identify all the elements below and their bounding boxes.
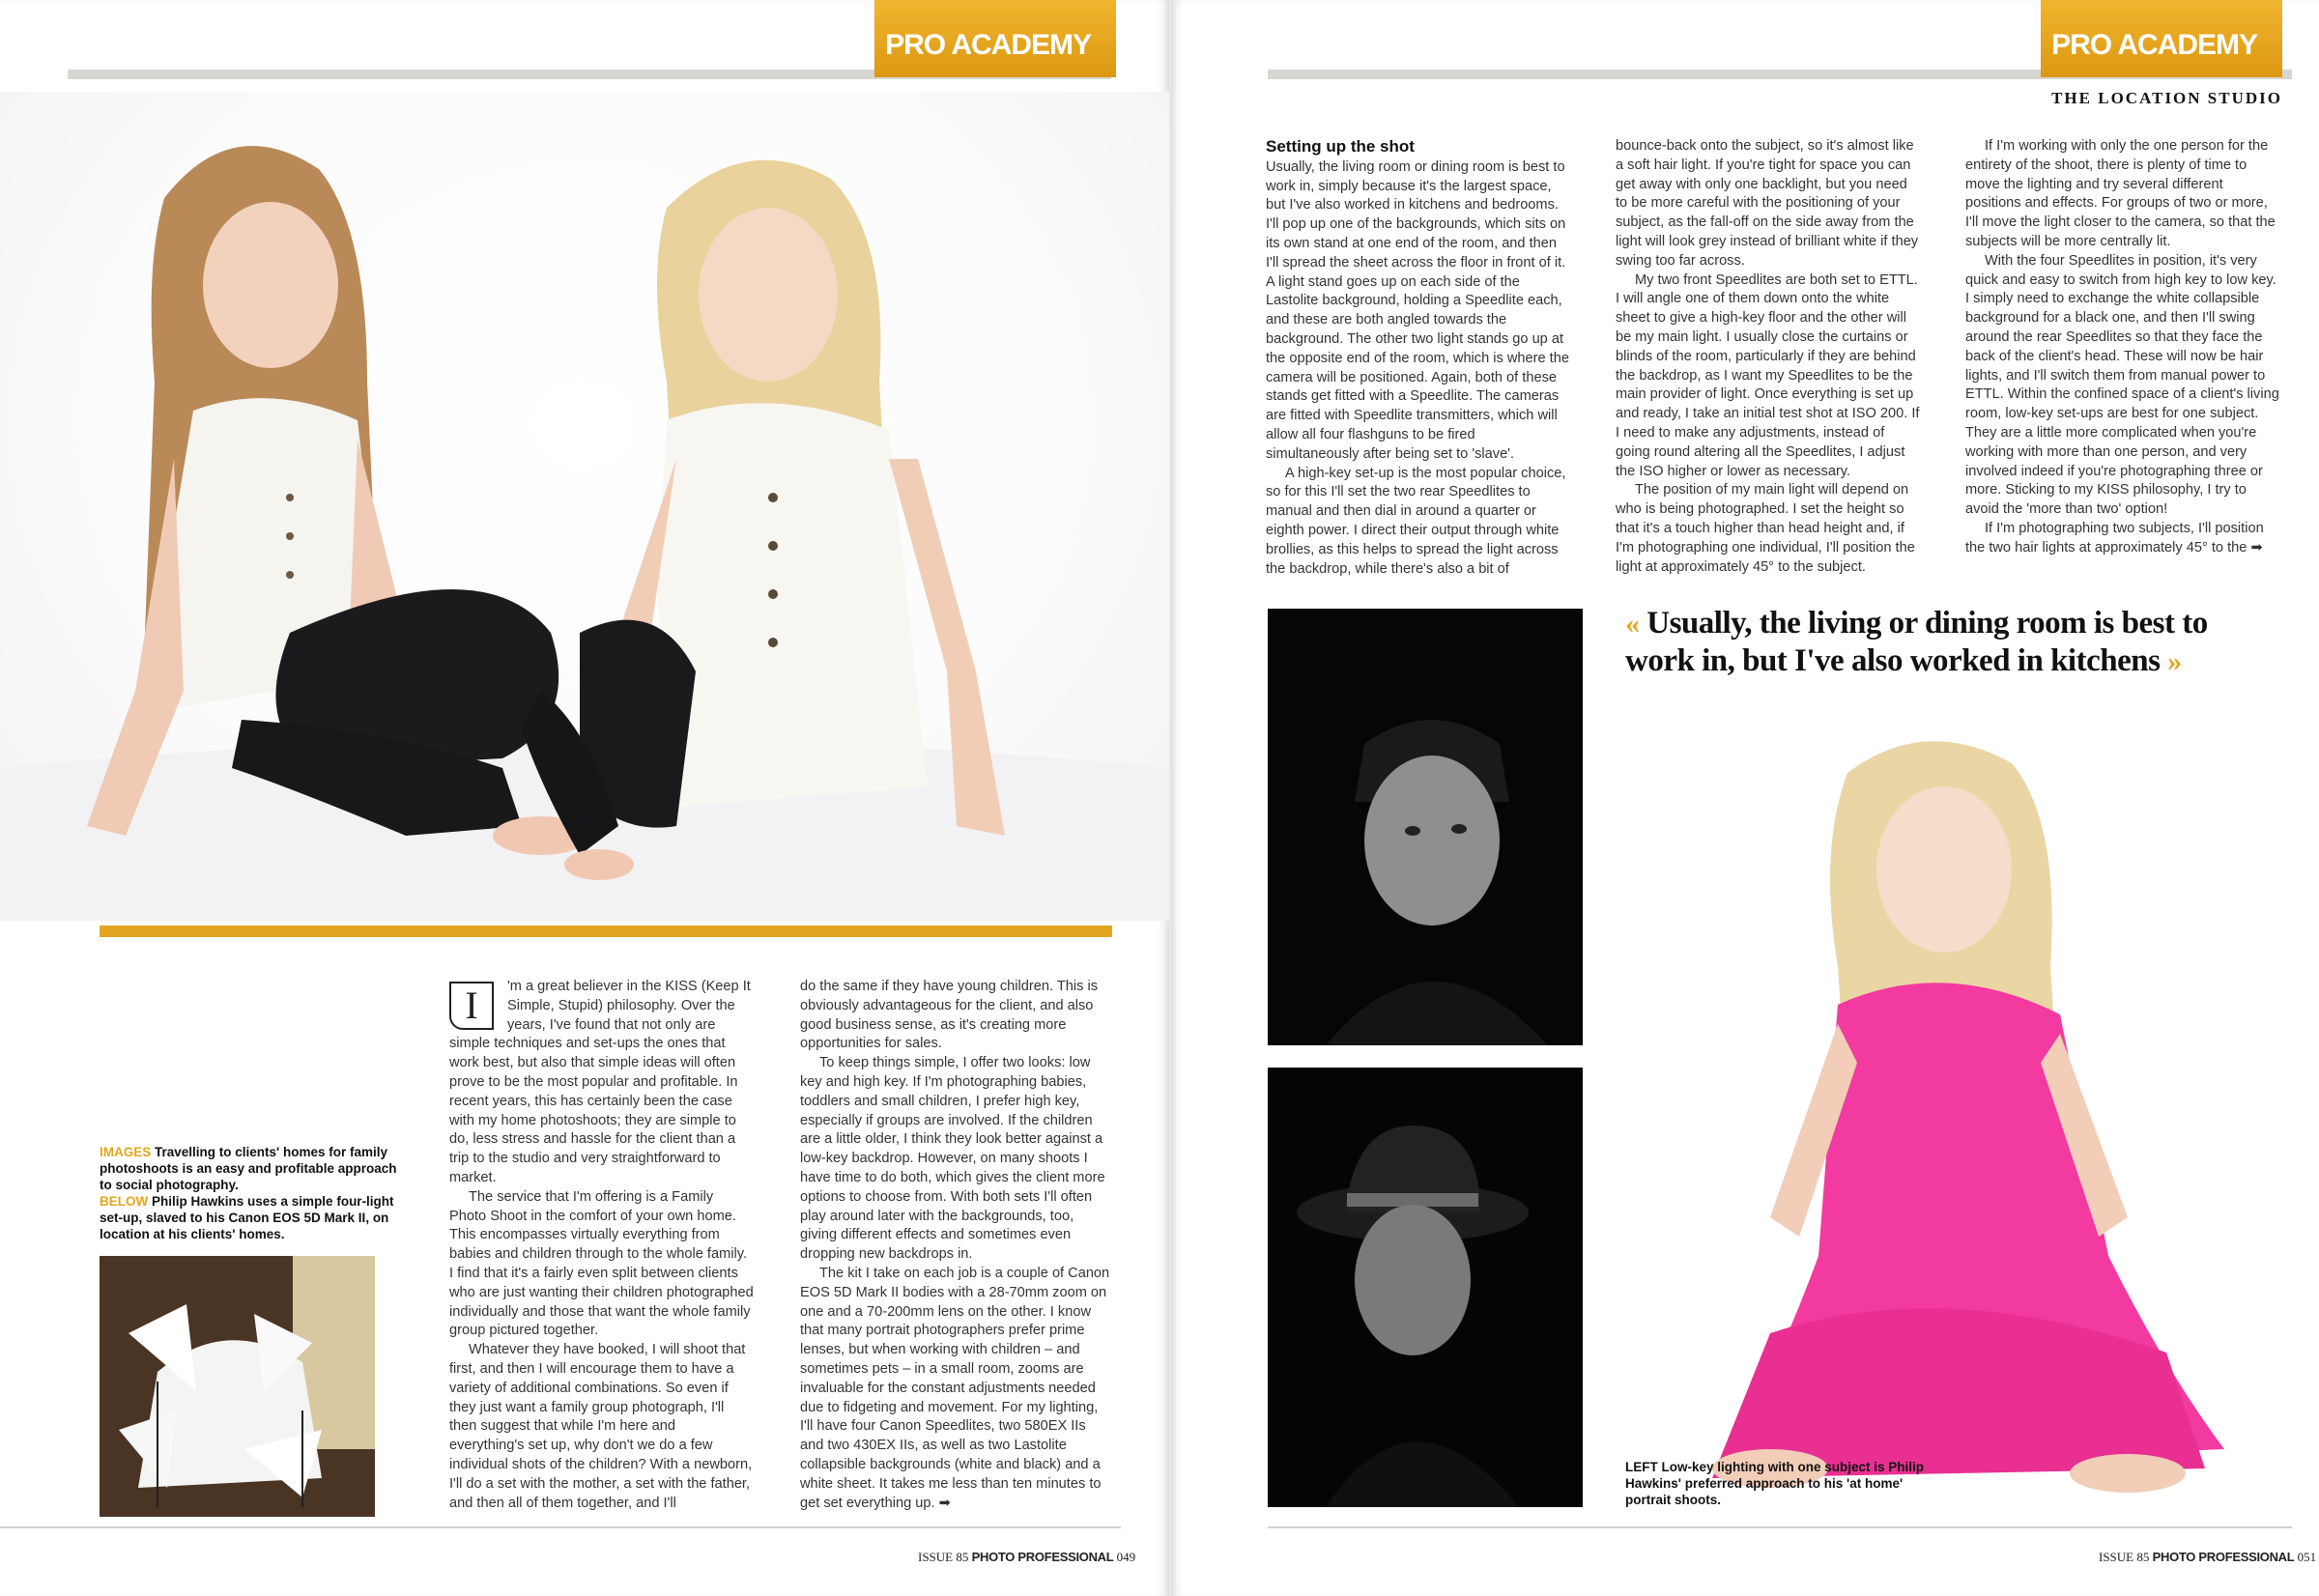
footer-rule [0, 1526, 1121, 1528]
drop-cap: I [449, 982, 494, 1030]
section-tab: PRO ACADEMY [2041, 0, 2282, 77]
hat-portrait-illustration [1268, 1068, 1583, 1507]
lighting-setup-illustration [100, 1256, 375, 1517]
lowkey-portrait-hat [1268, 1068, 1583, 1507]
section-tab: PRO ACADEMY [874, 0, 1116, 77]
paragraph: With the four Speedlites in position, it's very quick and easy to switch from high key to low key. I simply need to exchange the white collapsible background for a black one, and then I'll swing around the rear Speedlites so that they face the back of the client's head. These will now be hair lights, and I'll switch them from manual power to ETTL. Within the confined space of a client's living room, low-key set-ups are best for one subject. They are a little more complicated when you're working with more than one person, and very involved indeed if you're photographing three or more. Sticking to my KISS philosophy, I try to avoid the 'more than two' option! [1965, 252, 2279, 518]
paragraph: do the same if they have young children. This is obviously advantageous for the client, and also good business sense, as it's creating more opportunities for sales. [800, 979, 1098, 1052]
lighting-setup-photo [100, 1256, 375, 1517]
close-quote-mark: » [2167, 645, 2182, 677]
gold-divider [100, 926, 1112, 937]
right-body-column-1 [1266, 137, 1570, 579]
two-girls-illustration [0, 92, 1169, 921]
paragraph: If I'm working with only the one person for the entirety of the shoot, there is plenty of time to move the lighting and try several different positions and effects. For groups of two or more, I'll move the light closer to the camera, so that the subjects will be more centrally lit. [1965, 138, 2276, 249]
paragraph: Usually, the living room or dining room is best to work in, simply because it's the largest space, but I've also worked in kitchens and bedrooms. I'll pop up one of the backgrounds, which sits on its own stand at one end of the room, and then I'll spread the sheet across the floor in front of it. A light stand goes up on each side of the Lastolite background, holding a Speedlite each, and these are both angled towards the background. The other two light stands go up at the opposite end of the room, which is where the camera will be positioned. Again, both of these stands get fitted with a Speedlite. The cameras are fitted with Speedlite transmitters, which will allow all four flashguns to be fired simultaneously after being set to 'slave'. [1266, 158, 1569, 462]
hero-photo-two-girls [0, 92, 1169, 921]
pull-quote: « Usually, the living or dining room is best to work in, but I've also worked in kitchens » [1625, 606, 2208, 678]
footer-rule [1268, 1526, 2292, 1528]
image-captions [100, 1144, 409, 1242]
paragraph: 'm a great believer in the KISS (Keep It Simple, Stupid) philosophy. Over the years, I've found that not only are simple techniques and set-ups the ones that work best, but also that simple ideas will often prove to be the most popular and profitable. In recent years, this has certainly been the case with my home photoshoots; they are simple to do, less stress and hassle for the client than a trip to the studio and very straightforward to market. [449, 979, 751, 1185]
paragraph: My two front Speedlites are both set to ETTL. I will angle one of them down onto the white sheet to give a high-key floor and the other will be my main light. I usually close the curtains or blinds of the room, particularly if they are behind the backdrop, as I want my Speedlites to be the main provider of light. Once everything is set up and ready, I take an initial test shot at ISO 200. If I need to make any adjustments, instead of going round altering all the Speedlites, I adjust the ISO higher or lower as necessary. [1616, 271, 1920, 479]
paragraph: A high-key set-up is the most popular choice, so for this I'll set the two rear Speedlites to manual and then dial in around a quarter or eighth power. I direct their output through white brollies, as this helps to spread the light across the backdrop, while there's also a bit of [1266, 465, 1566, 577]
left-body-column-2 [800, 978, 1111, 1513]
subheading: Setting up the shot [1266, 137, 1415, 156]
paragraph: If I'm photographing two subjects, I'll position the two hair lights at approximately 45° to the ➡ [1965, 520, 2264, 556]
folio-right: ISSUE 85 PHOTO PROFESSIONAL 051 [2099, 1550, 2317, 1564]
right-body-column-3 [1965, 137, 2282, 558]
caption-below: BELOW Philip Hawkins uses a simple four-light set-up, slaved to his Canon EOS 5D Mark II, on location at his clients' homes. [100, 1194, 394, 1241]
paragraph: To keep things simple, I offer two looks: low key and high key. If I'm photographing babies, toddlers and small children, I prefer high key, especially if groups are involved. If the children are a little older, I think they look better against a low-key backdrop. However, on many shoots I have time to do both, which gives the client more options to choose from. With both sets I'll often play around later with the backgrounds, too, giving different effects and sometimes even dropping new backdrops in. [800, 1055, 1105, 1263]
paragraph: Whatever they have booked, I will shoot that first, and then I will encourage them to have a variety of additional combinations. So even if they just want a family group photograph, I'll then suggest that while I'm here and everything's set up, why don't we do a few individual shots of the children? With a newborn, I'll do a set with the mother, a set with the father, and then all of them together, and I'll [449, 1342, 753, 1511]
paragraph: The position of my main light will depend on who is being photographed. I set the height so that it's a touch higher than head height and, if I'm photographing one individual, I'll position the light at approximately 45° to the subject. [1616, 482, 1915, 575]
girl-in-pink-illustration [1625, 715, 2292, 1507]
boy-portrait-illustration [1268, 609, 1583, 1045]
girl-in-pink-photo [1625, 715, 2292, 1507]
left-body-column-1 [449, 978, 754, 1513]
paragraph: bounce-back onto the subject, so it's almost like a soft hair light. If you're tight for space you can get away with only one backlight, but you need to be more careful with the positioning of your subject, as the fall-off on the side away from the light will look grey instead of brilliant white if they swing too far across. [1616, 138, 1919, 269]
open-quote-mark: « [1625, 608, 1640, 640]
caption-images: IMAGES Travelling to clients' homes for family photoshoots is an easy and profitable approach to social photography. [100, 1145, 397, 1192]
section-subtitle: THE LOCATION STUDIO [2051, 89, 2282, 107]
right-caption: LEFT Low-key lighting with one subject is Philip Hawkins' preferred approach to his 'at home' portrait shoots. [1625, 1460, 1925, 1507]
right-page [1171, 0, 2319, 1596]
paragraph: The service that I'm offering is a Family Photo Shoot in the comfort of your own home. This encompasses virtually everything from babies and children through to the whole family. I find that it's a fairly even split between clients who are just wanting their children photographed individually and those that want the whole family group pictured together. [449, 1188, 754, 1339]
right-body-column-2 [1616, 137, 1920, 577]
folio-left: ISSUE 85 PHOTO PROFESSIONAL 049 [918, 1550, 1136, 1564]
lowkey-portrait-boy [1268, 609, 1583, 1045]
paragraph: The kit I take on each job is a couple of Canon EOS 5D Mark II bodies with a 28-70mm zoom on one and a 70-200mm lens on the other. I know that many portrait photographers prefer prime lenses, but when working with children – and sometimes pets – in a small room, zooms are invaluable for the constant adjustments needed due to fidgeting and movement. For my lighting, I'll have four Canon Speedlites, two 580EX IIs and two 430EX IIs, as well as two Lastolite collapsible backgrounds (white and black) and a white sheet. It takes me less than ten minutes to get set everything up. ➡ [800, 1265, 1110, 1511]
